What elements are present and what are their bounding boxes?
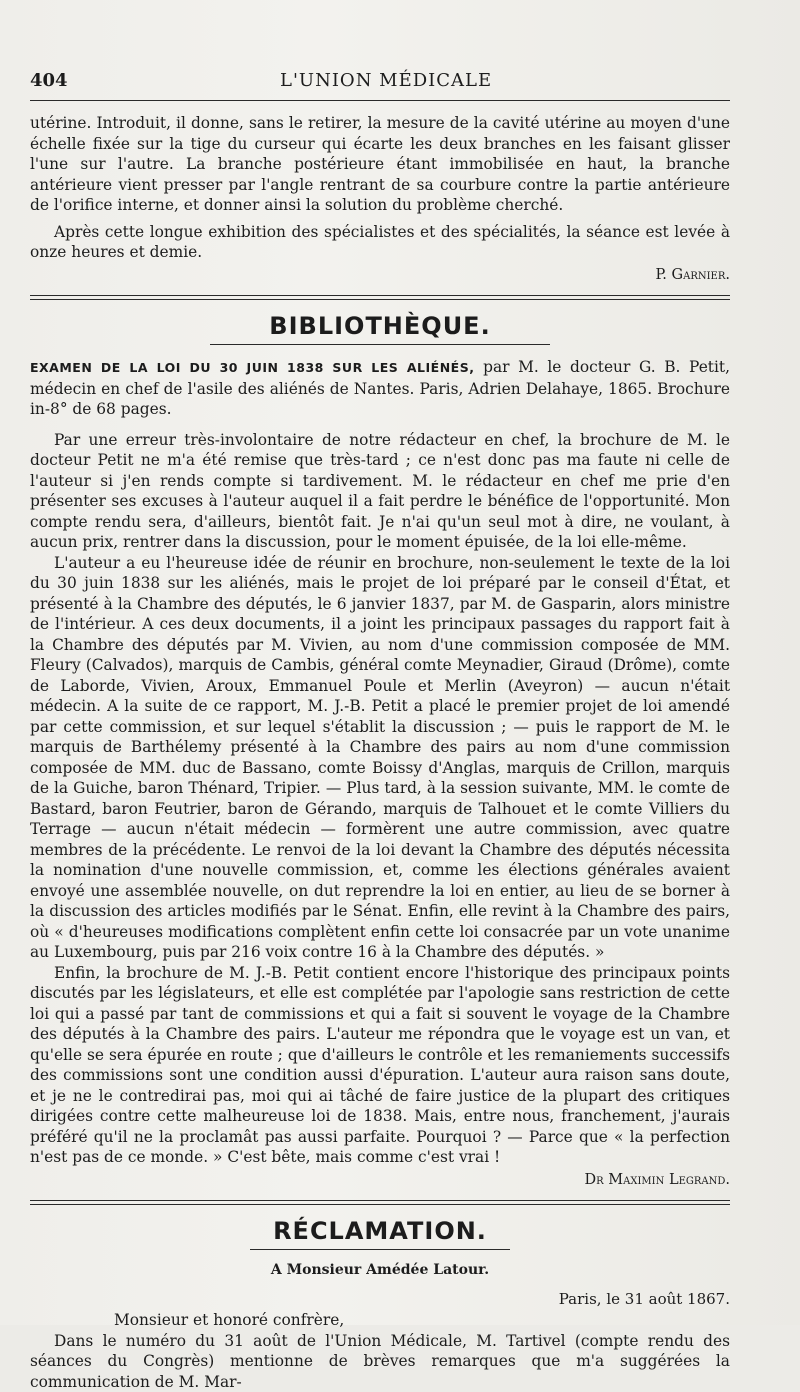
section-divider-1 — [30, 295, 730, 300]
letter-salutation: Monsieur et honoré confrère, — [30, 1310, 730, 1331]
journal-title: L'UNION MÉDICALE — [280, 70, 492, 91]
review-citation — [30, 357, 730, 420]
continuation-signature: P. Garnier. — [30, 265, 730, 286]
section-title-reclamation: RÉCLAMATION. — [30, 1217, 730, 1245]
review-paragraph-2: L'auteur a eu l'heureuse idée de réunir en brochure, non-seulement le texte de la loi du 30 juin 1838 sur les aliénés, mais le projet de loi préparé par le conseil d'État, et présenté à la Chambre des députés, le 6 janvier 1837, par M. de Gasparin, alors ministre de l'intérieur. A ces deux documents, il a joint les principaux passages du rapport fait à la Chambre des députés par M. Vivien, au nom d'une commission composée de MM. Fleury (Calvados), marquis de Cambis, général comte Meynadier, Giraud (Drôme), comte de Laborde, Vivien, Aroux, Emmanuel Poule et Merlin (Aveyron) — aucun n'était médecin. A la suite de ce rapport, M. J.-B. Petit a placé le premier projet de loi amendé par cette commission, et sur lequel s'établit la discussion ; — puis le rapport de M. le marquis de Barthélemy présenté à la Chambre des pairs au nom d'une commission composée de MM. duc de Bassano, comte Boissy d'Anglas, marquis de Crillon, marquis de la Guiche, baron Thénard, Tripier. — Plus tard, à la session suivante, MM. le comte de Bastard, baron Feutrier, baron de Gérando, marquis de Talhouet et le comte Villiers du Terrage — aucun n'était médecin — formèrent une autre commission, avec quatre membres de la précédente. Le renvoi de la loi devant la Chambre des députés nécessita la nomination d'une nouvelle commission, et, comme les élections générales avaient envoyé une assemblée nouvelle, on dut reprendre la loi en entier, au lieu de se borner à la discussion des articles modifiés par le Sénat. Enfin, elle revint à la Chambre des pairs, où « d'heureuses modifications complètent enfin cette loi consacrée par un vote unanime au Luxembourg, puis par 216 voix contre 16 à la Chambre des députés. » — [30, 553, 730, 963]
page-number: 404 — [30, 70, 280, 91]
continuation-paragraph-2: Après cette longue exhibition des spécialistes et des spécialités, la séance est levée à onze heures et demie. — [30, 222, 730, 263]
review-signature: Dr Maximin Legrand. — [30, 1170, 730, 1191]
section-title-bibliotheque: BIBLIOTHÈQUE. — [30, 312, 730, 340]
letter-addressee: A Monsieur Amédée Latour. — [30, 1262, 730, 1278]
title-underline-1 — [210, 344, 550, 345]
continuation-paragraph-1: utérine. Introduit, il donne, sans le retirer, la mesure de la cavité utérine au moyen d'une échelle fixée sur la tige du curseur qui écarte les deux branches en les faisant glisser l'une sur l'autre. La branche postérieure étant immobilisée en haut, la branche antérieure vient presser par l'angle rentrant de sa courbure contre la partie antérieure de l'orifice interne, et donner ainsi la solution du problème cherché. — [30, 113, 730, 216]
letter-paragraph-1: Dans le numéro du 31 août de l'Union Médicale, M. Tartivel (compte rendu des séances du Congrès) mentionne de brèves remarques que m'a suggérées la communication de M. Mar- — [30, 1331, 730, 1392]
review-citation-rest: par M. le docteur G. B. Petit, médecin en chef de l'asile des aliénés de Nantes. Paris, Adrien Delahaye, 1865. Brochure in-8° de 68 pages. — [30, 358, 730, 418]
review-paragraph-1: Par une erreur très-involontaire de notre rédacteur en chef, la brochure de M. le docteur Petit ne m'a été remise que très-tard ; ce n'est donc pas ma faute ni celle de l'auteur si j'en rends compte si tardivement. M. le rédacteur en chef me prie d'en présenter ses excuses à l'auteur auquel il a fait perdre le bénéfice de l'opportunité. Mon compte rendu sera, d'ailleurs, bientôt fait. Je n'ai qu'un seul mot à dire, ne voulant, à aucun prix, rentrer dans la discussion, pour le moment épuisée, de la loi elle-même. — [30, 430, 730, 553]
letter-dateline: Paris, le 31 août 1867. — [30, 1290, 730, 1308]
review-paragraph-3: Enfin, la brochure de M. J.-B. Petit contient encore l'historique des principaux points discutés par les législateurs, et elle est complétée par l'apologie sans restriction de cette loi qui a passé par tant de commissions et qui a fait si souvent le voyage de la Chambre des députés à la Chambre des pairs. L'auteur me répondra que le voyage est un van, et qu'elle se sera épurée en route ; que d'ailleurs le contrôle et les remaniements successifs des commissions sont une condition aussi d'épuration. L'auteur aura raison sans doute, et je ne le contredirai pas, moi qui ai tâché de faire justice de la plupart des critiques dirigées contre cette malheureuse loi de 1838. Mais, entre nous, franchement, j'aurais préféré qu'il ne la proclamât pas aussi parfaite. Pourquoi ? — Parce que « la perfection n'est pas de ce monde. » C'est bête, mais comme c'est vrai ! — [30, 963, 730, 1168]
running-head — [30, 70, 730, 101]
section-divider-2 — [30, 1200, 730, 1205]
title-underline-2 — [250, 1249, 510, 1250]
review-heading: EXAMEN DE LA LOI DU 30 JUIN 1838 SUR LES ALIÉNÉS, — [30, 360, 474, 375]
